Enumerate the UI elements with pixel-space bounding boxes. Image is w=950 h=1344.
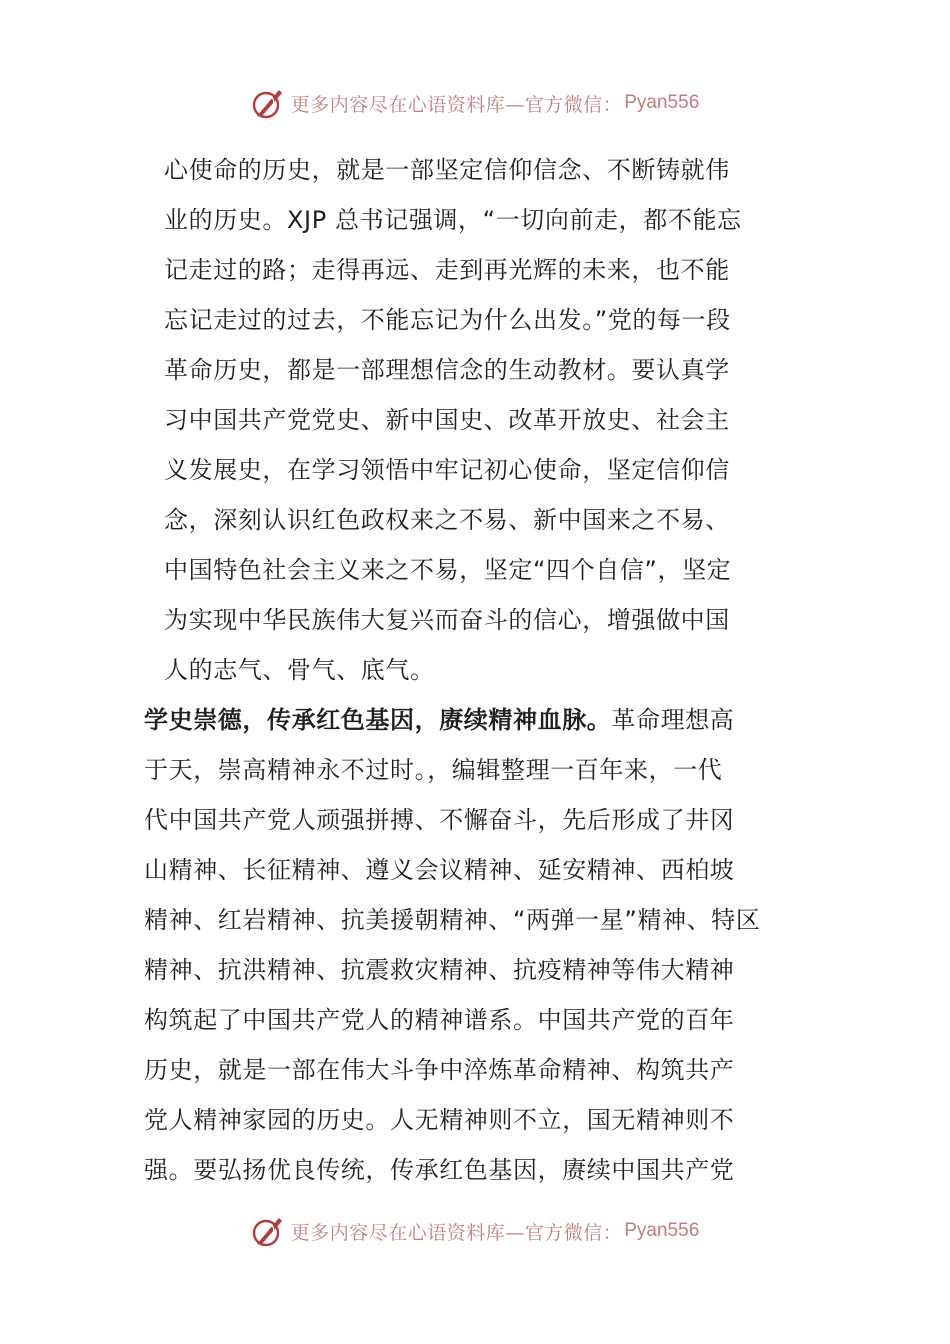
text-line: 革命历史，都是一部理想信念的生动教材。要认真学 xyxy=(164,356,730,384)
banner-text: 更多内容尽在心语资料库—官方微信： xyxy=(290,93,623,116)
header-watermark-banner xyxy=(0,83,950,123)
text-line: 精神、红岩精神、抗美援朝精神、“两弹一星”精神、特区 xyxy=(144,906,761,934)
section-heading: 学史崇德，传承红色基因，赓续精神血脉。 xyxy=(144,706,612,734)
text-line: 强。要弘扬优良传统，传承红色基因，赓续中国共产党 xyxy=(144,1156,735,1184)
text-line: 于天，崇高精神永不过时。，编辑整理一百年来，一代 xyxy=(144,756,723,784)
quill-logo-icon xyxy=(251,1214,285,1248)
text-line: 构筑起了中国共产党人的精神谱系。中国共产党的百年 xyxy=(144,1006,735,1034)
text-line: 山精神、长征精神、遵义会议精神、延安精神、西柏坡 xyxy=(144,856,735,884)
text-line: 党人精神家园的历史。人无精神则不立，国无精神则不 xyxy=(144,1106,735,1134)
text-line: 义发展史，在学习领悟中牢记初心使命，坚定信仰信 xyxy=(164,456,730,484)
banner-wechat-id: Pyan556 xyxy=(624,92,700,113)
quill-logo-icon xyxy=(251,86,285,120)
document-body xyxy=(144,145,816,1195)
text-line xyxy=(144,695,816,745)
text-line: 代中国共产党人顽强拼搏、不懈奋斗，先后形成了井冈 xyxy=(144,806,735,834)
footer-watermark-banner xyxy=(0,1211,950,1251)
paragraph-1 xyxy=(144,145,816,695)
text-line: 心使命的历史，就是一部坚定信仰信念、不断铸就伟 xyxy=(164,156,730,184)
heading-line-rest: 革命理想高 xyxy=(611,706,735,734)
banner-wechat-id: Pyan556 xyxy=(624,1220,700,1241)
text-line: 念，深刻认识红色政权来之不易、新中国来之不易、 xyxy=(164,506,730,534)
text-line: 精神、抗洪精神、抗震救灾精神、抗疫精神等伟大精神 xyxy=(144,956,735,984)
paragraph-2 xyxy=(144,695,816,1195)
text-line: 记走过的路；走得再远、走到再光辉的未来，也不能 xyxy=(164,256,730,284)
banner-text: 更多内容尽在心语资料库—官方微信： xyxy=(290,1221,623,1244)
text-line: 人的志气、骨气、底气。 xyxy=(164,656,435,684)
text-line: 历史，就是一部在伟大斗争中淬炼革命精神、构筑共产 xyxy=(144,1056,735,1084)
text-line: 中国特色社会主义来之不易，坚定“四个自信”，坚定 xyxy=(164,556,732,584)
text-line: 业的历史。XJP 总书记强调，“一切向前走，都不能忘 xyxy=(164,206,742,234)
text-line: 为实现中华民族伟大复兴而奋斗的信心，增强做中国 xyxy=(164,606,730,634)
text-line: 忘记走过的过去，不能忘记为什么出发。”党的每一段 xyxy=(164,306,731,334)
text-line: 习中国共产党党史、新中国史、改革开放史、社会主 xyxy=(164,406,730,434)
